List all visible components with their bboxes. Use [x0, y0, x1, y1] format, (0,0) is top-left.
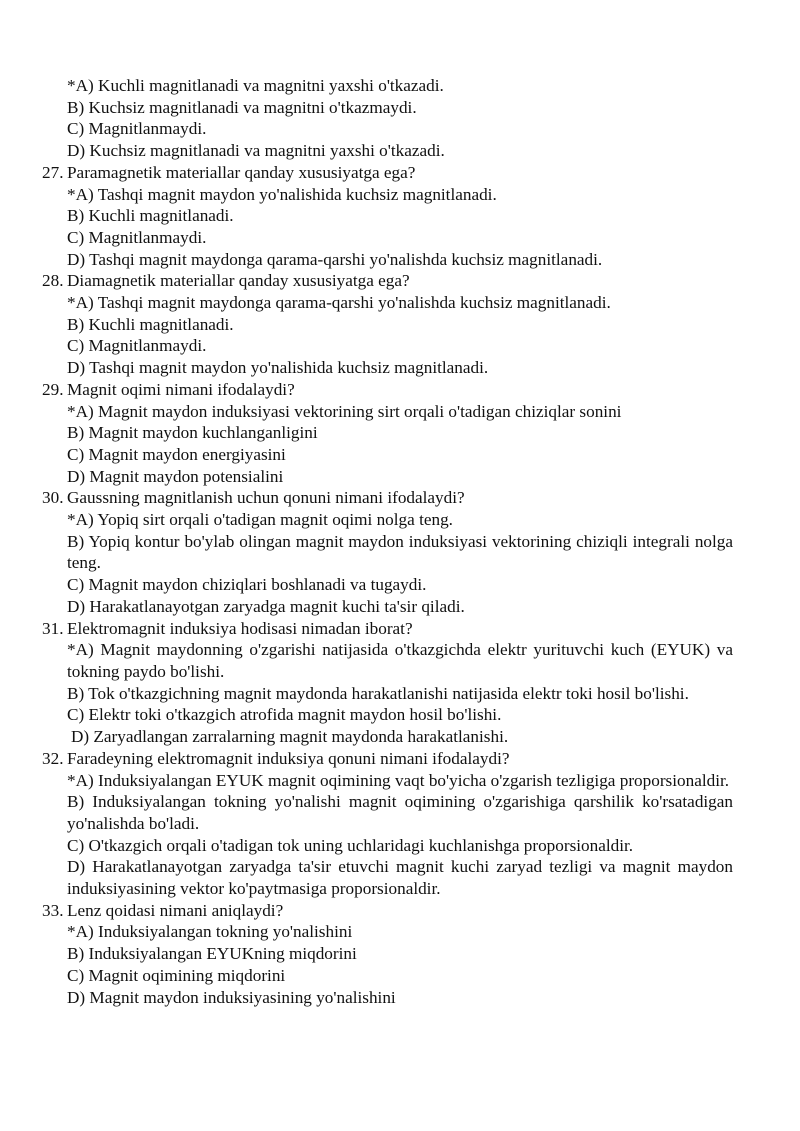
question-29	[0, 379, 733, 401]
option-line: C) O'tkazgich orqali o'tadigan tok uning uchlaridagi kuchlanishga proporsionaldir.	[67, 835, 634, 855]
option-line: B) Tok o'tkazgichning magnit maydonda harakatlanishi natijasida elektr toki hosil bo'lishi.	[67, 683, 689, 703]
option-line: C) Magnit oqimining miqdorini	[67, 965, 286, 985]
question-number: 29.	[42, 379, 64, 399]
document-page	[0, 75, 800, 1008]
question-28	[0, 270, 733, 292]
option-line: D) Tashqi magnit maydon yo'nalishida kuchsiz magnitlanadi.	[67, 358, 489, 378]
option-line: B) Kuchsiz magnitlanadi va magnitni o'tkazmaydi.	[67, 97, 417, 117]
question-33	[0, 900, 733, 922]
question-number: 28.	[42, 271, 64, 291]
option-line: *A) Tashqi magnit maydon yo'nalishida kuchsiz magnitlanadi.	[67, 184, 497, 204]
option-line: C) Magnit maydon energiyasini	[67, 444, 286, 464]
option-line: *A) Tashqi magnit maydonga qarama-qarshi yo'nalishda kuchsiz magnitlanadi.	[67, 293, 611, 313]
option-line: *A) Magnit maydonning o'zgarishi natijasida o'tkazgichda elektr yurituvchi kuch (EYUK) va tokning paydo bo'lishi.	[67, 640, 733, 681]
option-line: B) Induksiyalangan EYUKning miqdorini	[67, 944, 357, 964]
question-number: 27.	[42, 162, 64, 182]
question-text: Magnit oqimi nimani ifodalaydi?	[67, 379, 295, 399]
question-text: Lenz qoidasi nimani aniqlaydi?	[67, 900, 284, 920]
question-text: Faradeyning elektromagnit induksiya qonuni nimani ifodalaydi?	[67, 748, 510, 768]
question-32	[0, 748, 733, 770]
question-27	[0, 162, 733, 184]
option-line: *A) Magnit maydon induksiyasi vektorining sirt orqali o'tadigan chiziqlar sonini	[67, 401, 622, 421]
question-number: 33.	[42, 900, 64, 920]
option-line: B) Induksiyalangan tokning yo'nalishi magnit oqimining o'zgarishiga qarshilik ko'rsatadigan yo'nalishda bo'ladi.	[67, 792, 733, 833]
option-line: C) Magnitlanmaydi.	[67, 119, 207, 139]
option-line: B) Kuchli magnitlanadi.	[67, 206, 234, 226]
option-line: C) Magnitlanmaydi.	[67, 227, 207, 247]
option-line: D) Magnit maydon induksiyasining yo'nalishini	[67, 987, 396, 1007]
option-line: *A) Induksiyalangan EYUK magnit oqimining vaqt bo'yicha o'zgarish tezligiga proporsionaldir.	[67, 770, 730, 790]
option-line: B) Magnit maydon kuchlanganligini	[67, 423, 318, 443]
option-line: D) Kuchsiz magnitlanadi va magnitni yaxshi o'tkazadi.	[67, 141, 445, 161]
question-number: 30.	[42, 488, 64, 508]
option-line: *A) Induksiyalangan tokning yo'nalishini	[67, 922, 353, 942]
option-line: *A) Yopiq sirt orqali o'tadigan magnit oqimi nolga teng.	[67, 510, 453, 530]
option-line: D) Harakatlanayotgan zaryadga ta'sir etuvchi magnit kuchi zaryad tezligi va magnit maydon induksiyasining vektor ko'paytmasiga proporsionaldir.	[67, 857, 733, 899]
option-line: D) Magnit maydon potensialini	[67, 466, 284, 486]
question-30	[0, 487, 733, 509]
option-line: D) Harakatlanayotgan zaryadga magnit kuchi ta'sir qiladi.	[67, 596, 465, 616]
option-line: D) Zaryadlangan zarralarning magnit maydonda harakatlanishi.	[71, 727, 509, 747]
option-line: B) Yopiq kontur bo'ylab olingan magnit maydon induksiyasi vektorining chiziqli integrali nolga teng.	[67, 531, 733, 573]
option-line: *A) Kuchli magnitlanadi va magnitni yaxshi o'tkazadi.	[67, 76, 444, 95]
option-line: D) Tashqi magnit maydonga qarama-qarshi yo'nalishda kuchsiz magnitlanadi.	[67, 249, 603, 269]
question-text: Diamagnetik materiallar qanday xususiyatga ega?	[67, 271, 410, 291]
option-line: B) Kuchli magnitlanadi.	[67, 314, 234, 334]
option-line: C) Magnit maydon chiziqlari boshlanadi va tugaydi.	[67, 575, 427, 595]
option-line: C) Elektr toki o'tkazgich atrofida magnit maydon hosil bo'lishi.	[67, 705, 502, 725]
question-text: Paramagnetik materiallar qanday xususiyatga ega?	[67, 162, 416, 182]
question-number: 31.	[42, 618, 64, 638]
option-line: C) Magnitlanmaydi.	[67, 336, 207, 356]
question-number: 32.	[42, 748, 64, 768]
question-text: Elektromagnit induksiya hodisasi nimadan iborat?	[67, 618, 413, 638]
question-text: Gaussning magnitlanish uchun qonuni nimani ifodalaydi?	[67, 488, 465, 508]
question-31	[0, 618, 733, 640]
